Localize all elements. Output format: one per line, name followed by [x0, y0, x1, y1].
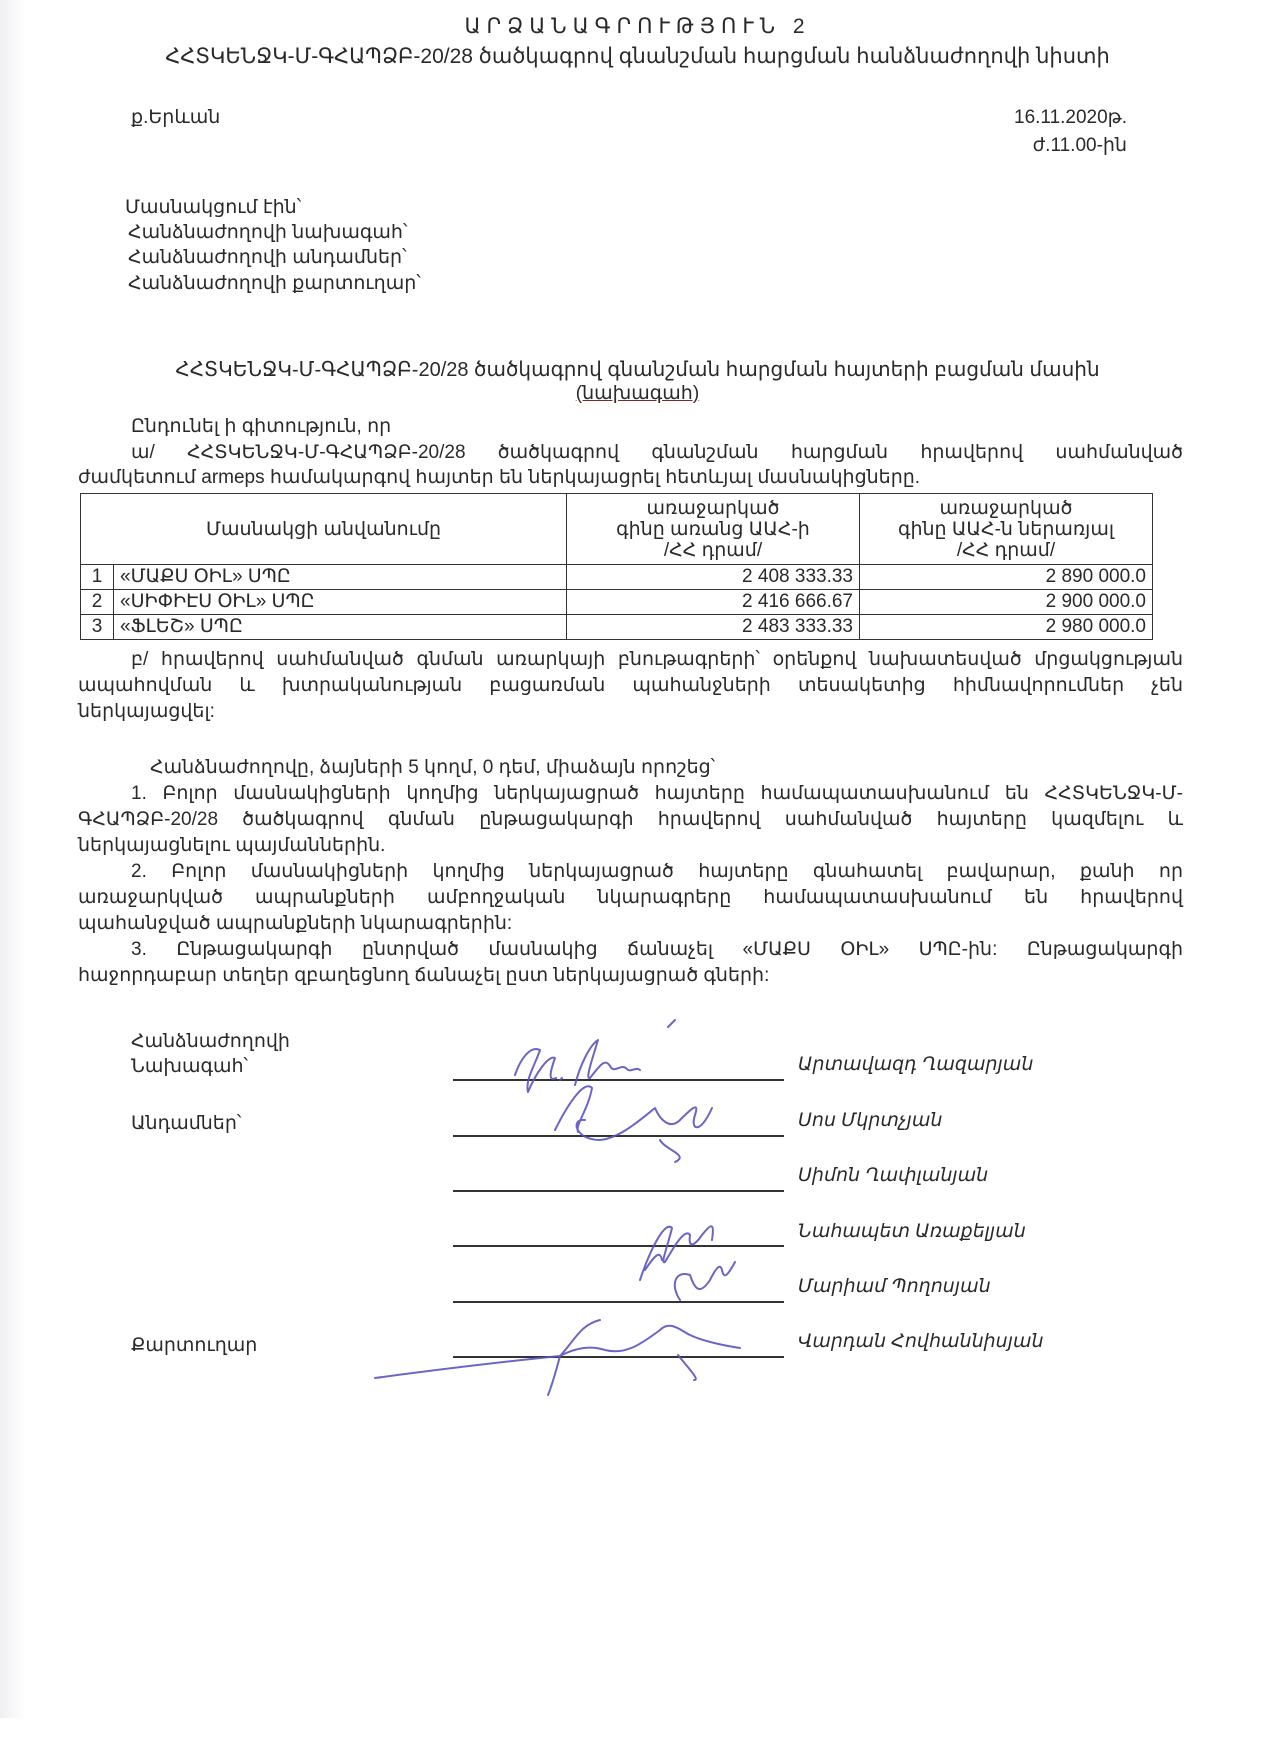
city: ք.Երևան [131, 107, 221, 128]
price-with-vat: 2 890 000.0 [860, 565, 1153, 590]
secretary-label: Քարտուղար [131, 1335, 258, 1356]
signatory-name-member-1: Սոս Մկրտչյան [798, 1110, 943, 1131]
signatory-name-member-4: Մարիամ Պողոսյան [798, 1276, 991, 1297]
point-b-line2: ապահովման և խտրականության բացառման պահանջների տեսակետից հիմնավորումներ չեն [78, 675, 1183, 696]
section-title: ՀՀՏԿԵՆՋԿ-Մ-ԳՀԱՊՁԲ-20/28 ծածկագրով գնանշման հարցման հայտերի բացման մասին [175, 359, 1100, 381]
document-subtitle: ՀՀՏԿԵՆՋԿ-Մ-ԳՀԱՊՁԲ-20/28 ծածկագրով գնանշման հարցման հանձնաժողովի նիստի [165, 45, 1110, 68]
attendees-label: Մասնակցում էին՝ [125, 197, 302, 218]
header-price-without-vat: առաջարկած գինը առանց ԱԱՀ-ի /ՀՀ դրամ/ [567, 494, 860, 565]
signatory-name-chair: Արտավազդ Ղազարյան [798, 1054, 1034, 1075]
signature-member-4 [675, 1262, 735, 1300]
price-without-vat: 2 408 333.33 [567, 565, 860, 590]
signature-member-1 [555, 1086, 712, 1162]
price-with-vat: 2 900 000.0 [860, 590, 1153, 615]
decision-item1-line2: ԳՀԱՊՁԲ-20/28 ծածկագրով գնման ընթացակարգի հրավերով սահմանված հայտերը կազմելու և [78, 809, 1183, 830]
decision-item1-line1: 1. Բոլոր մասնակիցների կողմից ներկայացրած հայտերը համապատասխանում են ՀՀՏԿԵՆՋԿ-Մ- [131, 783, 1183, 804]
point-a-line1: ա/ ՀՀՏԿԵՆՋԿ-Մ-ԳՀԱՊՁԲ-20/28 ծածկագրով գնանշման հարցման հրավերով սահմանված [131, 442, 1183, 463]
decision-item1-line3: ներկայացնելու պայմաններին. [78, 835, 386, 856]
header-price-with-vat: առաջարկած գինը ԱԱՀ-ն ներառյալ /ՀՀ դրամ/ [860, 494, 1153, 565]
participant-name: «ՄԱՔՍ ՕԻԼ» ՍՊԸ [114, 565, 567, 590]
speaker-label: (նախագահ) [575, 383, 700, 404]
point-b-line3: ներկայացվել: [78, 701, 215, 722]
signatory-name-member-3: Նահապետ Առաքելյան [798, 1221, 1026, 1242]
price-without-vat: 2 483 333.33 [567, 615, 860, 640]
decision-item2-line3: պահանջված ապրանքների նկարագրերին: [78, 913, 513, 934]
participant-name: «ՍԻՓԻԷՍ ՕԻԼ» ՍՊԸ [114, 590, 567, 615]
signatory-name-secretary: Վարդան Հովհաննիսյան [798, 1331, 1044, 1352]
price-without-vat: 2 416 666.67 [567, 590, 860, 615]
signatory-name-member-2: Սիմոն Ղափլանյան [798, 1165, 989, 1186]
signature-secretary [375, 1320, 740, 1395]
header-participant-name: Մասնակցի անվանումը [81, 494, 567, 565]
intro-text: Ընդունել ի գիտություն, որ [131, 416, 392, 437]
decision-intro: Հանձնաժողովը, ձայների 5 կողմ, 0 դեմ, միաձայն որոշեց՝ [150, 757, 716, 778]
signature-chair [515, 1020, 675, 1092]
point-a-line2: ժամկետում armeps համակարգով հայտեր են ներկայացրել հետևյալ մասնակիցները. [78, 467, 921, 488]
point-b-line1: բ/ հրավերով սահմանված գնման առարկայի բնութագրերի՝ օրենքով նախատեսված մրցակցության [131, 649, 1183, 670]
time: ժ.11.00-ին [1032, 135, 1127, 156]
participant-name: «ՖԼԵՇ» ՍՊԸ [114, 615, 567, 640]
members-label: Անդամներ՝ [131, 1113, 242, 1134]
row-number: 3 [81, 615, 114, 640]
row-number: 1 [81, 565, 114, 590]
attendee-role-members: Հանձնաժողովի անդամներ՝ [128, 247, 407, 268]
chair-label-line2: Նախագահ՝ [131, 1056, 249, 1077]
document-title: ԱՐՁԱՆԱԳՐՈՒԹՅՈՒՆ 2 [464, 15, 811, 38]
decision-item2-line1: 2. Բոլոր մասնակիցների կողմից ներկայացրած հայտերը գնահատել բավարար, քանի որ [131, 861, 1183, 882]
signature-member-3 [640, 1226, 713, 1280]
decision-item2-line2: առաջարկված ապրանքների ամբողջական նկարագրերը համապատասխանում են հրավերով [78, 887, 1183, 908]
date: 16.11.2020թ. [1014, 107, 1127, 128]
attendee-role-secretary: Հանձնաժողովի քարտուղար՝ [128, 273, 421, 294]
decision-item3-line2: հաջորդաբար տեղեր զբաղեցնող ճանաչել ըստ ներկայացրած գների: [78, 965, 770, 986]
attendee-role-chair: Հանձնաժողովի նախագահ՝ [128, 222, 408, 243]
price-with-vat: 2 980 000.0 [860, 615, 1153, 640]
row-number: 2 [81, 590, 114, 615]
chair-label-line1: Հանձնաժողովի [131, 1031, 290, 1052]
decision-item3-line1: 3. Ընթացակարգի ընտրված մասնակից ճանաչել «ՄԱՔՍ ՕԻԼ» ՍՊԸ-ին: Ընթացակարգի [131, 939, 1183, 960]
